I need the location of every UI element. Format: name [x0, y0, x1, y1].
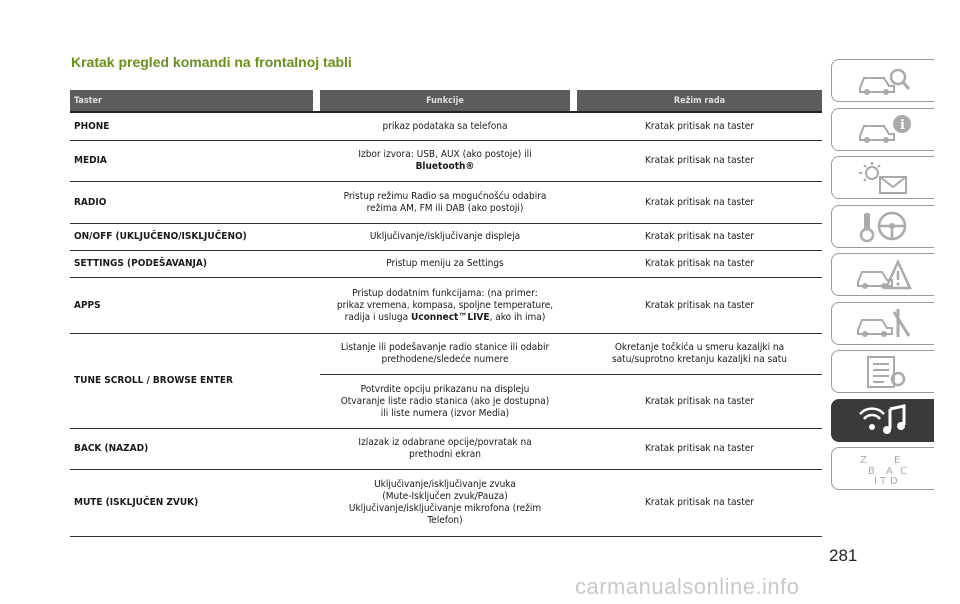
table-header: [70, 90, 822, 113]
alphabet-letter: T: [880, 475, 887, 486]
page-number: 281: [829, 546, 858, 565]
row-function: [320, 375, 570, 428]
function-line: Telefon): [427, 515, 463, 526]
function-line: radija i usluga Uconnect™LIVE, ako ih ima): [344, 311, 546, 323]
function-line: prethodni ekran: [409, 449, 481, 460]
table-subrow: [320, 375, 822, 428]
alphabet-letter: Z: [860, 454, 867, 466]
row-button: RADIO: [74, 196, 107, 208]
row-button: ON/OFF (UKLJUČENO/ISKLJUČENO): [74, 231, 247, 242]
row-button: MEDIA: [74, 155, 107, 166]
row-mode: Kratak pritisak na taster: [645, 196, 754, 208]
row-mode: Kratak pritisak na taster: [645, 120, 754, 132]
row-mode: [577, 334, 822, 374]
tab-car-info[interactable]: [831, 108, 934, 151]
car-info-icon: [854, 112, 912, 146]
alphabet-letter: D: [890, 475, 898, 486]
alphabet-letter: C: [900, 465, 907, 477]
controls-table: [70, 90, 822, 537]
tab-car-tools[interactable]: [831, 302, 934, 345]
multimedia-icon: [854, 403, 912, 437]
function-line: Izbor izvora: USB, AUX (ako postoje) ili: [358, 149, 532, 160]
tab-key-steering[interactable]: [831, 205, 934, 248]
row-function: [320, 429, 570, 469]
table-row: [70, 429, 822, 470]
alphabet-letter: A: [886, 465, 893, 477]
row-mode: Kratak pritisak na taster: [645, 231, 754, 242]
row-button: PHONE: [74, 120, 110, 132]
row-mode: Kratak pritisak na taster: [645, 395, 754, 407]
chapter-tabs: [831, 59, 934, 496]
table-row: [70, 251, 822, 278]
function-line: Potvrdite opciju prikazanu na displeju: [360, 383, 530, 395]
row-function: Uključivanje/isključivanje displeja: [369, 231, 521, 242]
row-mode: Kratak pritisak na taster: [645, 258, 754, 269]
function-bold: Uconnect™LIVE: [410, 311, 490, 323]
row-button: TUNE SCROLL / BROWSE ENTER: [74, 375, 233, 386]
car-tools-icon: [854, 306, 912, 340]
function-line: Listanje ili podešavanje radio stanice ili odabir: [340, 342, 550, 353]
header-function: Funkcije: [320, 90, 570, 111]
row-button: BACK (NAZAD): [74, 443, 149, 454]
tab-warning-lights[interactable]: [831, 156, 934, 199]
tab-checklist[interactable]: [831, 350, 934, 393]
row-function: [320, 470, 570, 536]
row-function: [320, 141, 570, 181]
row-function: Pristup meniju za Settings: [386, 258, 504, 269]
row-mode: Kratak pritisak na taster: [645, 497, 754, 508]
mode-line: satu/suprotno kretanju kazaljki na satu: [611, 354, 787, 365]
row-button: MUTE (ISKLJUČEN ZVUK): [74, 497, 199, 508]
function-line: režima AM, FM ili DAB (ako postoji): [366, 202, 524, 214]
tab-multimedia[interactable]: [831, 399, 934, 442]
table-row: [70, 113, 822, 141]
svg-text:i: i: [900, 118, 905, 133]
table-row: [70, 182, 822, 224]
function-line: Izlazak iz odabrane opcije/povratak na: [358, 437, 532, 448]
function-bold: Bluetooth®: [415, 161, 475, 172]
function-line: prikaz vremena, kompasa, spoljne temperature,: [336, 299, 554, 311]
warning-lights-icon: [854, 161, 912, 195]
row-button: SETTINGS (PODEŠAVANJA): [74, 258, 207, 269]
mode-line: Okretanje točkića u smeru kazaljki na: [614, 342, 785, 353]
row-function: [320, 182, 570, 223]
car-magnifier-icon: [854, 64, 912, 98]
alphabet-index-icon: [854, 452, 912, 486]
row-function: prikaz podataka sa telefona: [382, 120, 508, 132]
row-button: APPS: [74, 299, 101, 311]
tab-car-warning[interactable]: [831, 253, 934, 296]
function-line: Uključivanje/isključivanje mikrofona (režim: [348, 503, 542, 514]
function-line: ili liste numera (izvor Media): [380, 407, 510, 419]
function-line: prethodene/sledeće numere: [381, 354, 509, 365]
function-line: Uključivanje/isključivanje zvuka: [374, 479, 516, 490]
table-row: [70, 141, 822, 182]
watermark: carmanualsonline.info: [575, 574, 800, 599]
header-button: Taster: [70, 90, 313, 111]
tab-alphabet-index[interactable]: [831, 447, 934, 490]
function-line: Pristup dodatnim funkcijama: (na primer:: [352, 287, 538, 299]
row-function: [320, 334, 570, 374]
header-mode: Režim rada: [577, 90, 822, 111]
function-line: Otvaranje liste radio stanica (ako je dostupna): [340, 395, 550, 407]
table-row: [70, 224, 822, 251]
function-line: (Mute-Isključen zvuk/Pauza): [382, 491, 508, 502]
row-mode: Kratak pritisak na taster: [645, 443, 754, 454]
table-subrow: [320, 334, 822, 375]
page-title: Kratak pregled komandi na frontalnoj tabli: [71, 54, 352, 70]
row-mode: Kratak pritisak na taster: [645, 299, 754, 311]
table-row: [70, 470, 822, 537]
function-line: Pristup režimu Radio sa mogućnošću odabira: [343, 190, 547, 202]
checklist-icon: [854, 355, 912, 389]
key-steering-wheel-icon: [854, 209, 912, 243]
table-row: [70, 334, 822, 429]
table-row: [70, 278, 822, 334]
alphabet-letter: E: [894, 454, 901, 466]
alphabet-letter: B: [868, 465, 875, 477]
tab-car-magnifier[interactable]: [831, 59, 934, 102]
car-warning-icon: [854, 258, 912, 292]
row-mode: Kratak pritisak na taster: [645, 155, 754, 166]
row-function: [320, 278, 570, 333]
alphabet-letter: I: [874, 475, 877, 486]
